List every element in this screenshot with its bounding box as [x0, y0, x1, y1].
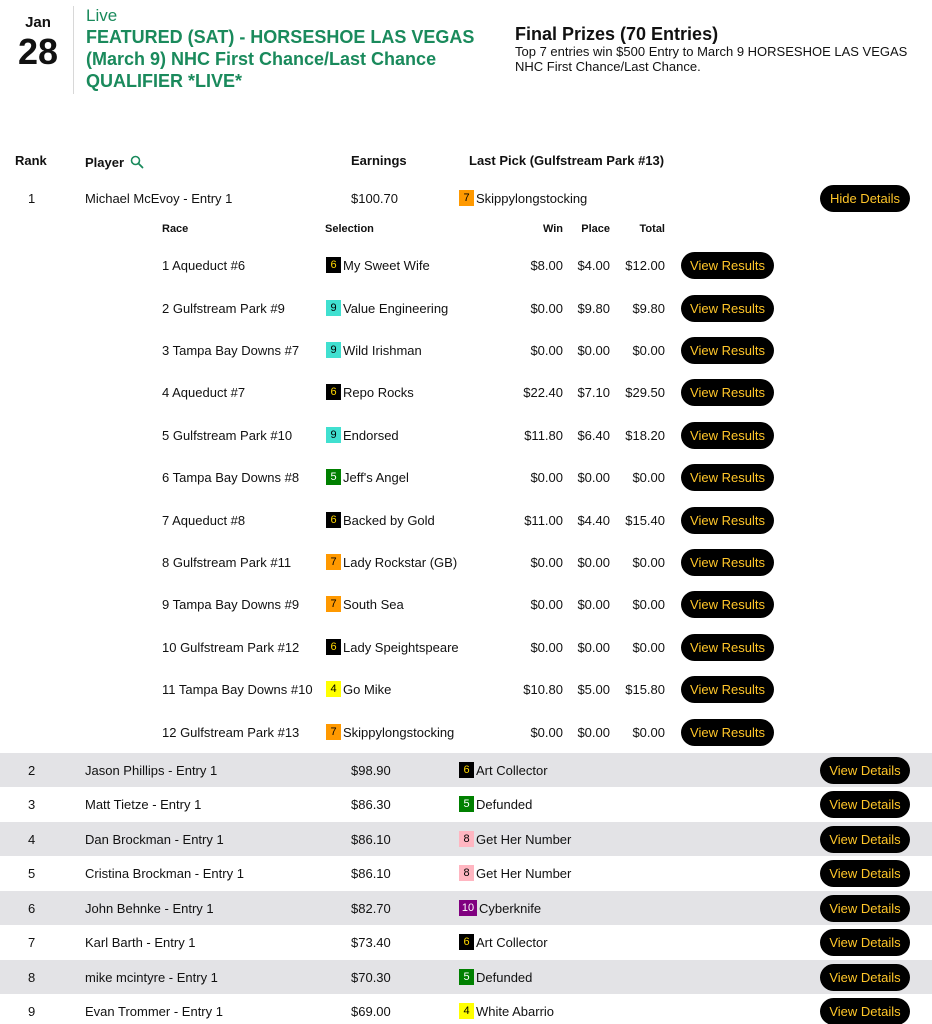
detail-win: $11.00: [524, 512, 563, 528]
detail-selection: [326, 545, 457, 579]
prizes-heading: Final Prizes (70 Entries): [515, 24, 719, 44]
detail-race: 3 Tampa Bay Downs #7: [162, 342, 300, 358]
saddlecloth-number: 7: [326, 554, 341, 570]
detail-selection: [326, 715, 454, 749]
detail-horse: Value Engineering: [343, 300, 449, 316]
saddlecloth-number: 6: [326, 384, 341, 400]
player-name: John Behnke - Entry 1: [85, 900, 214, 916]
detail-selection: [326, 503, 435, 537]
details-row: [0, 333, 932, 367]
player-rank: 3: [28, 796, 36, 812]
saddlecloth-number: 5: [326, 469, 341, 485]
detail-race: 2 Gulfstream Park #9: [162, 300, 285, 316]
detail-total: $18.20: [625, 427, 665, 443]
saddlecloth-number: 8: [459, 831, 474, 847]
player-last-pick: [459, 181, 587, 215]
detail-horse: Wild Irishman: [343, 342, 422, 358]
detail-horse: Backed by Gold: [343, 512, 435, 528]
detail-total: $0.00: [632, 639, 665, 655]
saddlecloth-number: 7: [459, 190, 474, 206]
detail-win: $22.40: [523, 384, 563, 400]
prizes-block: [515, 24, 925, 74]
detail-win: $0.00: [530, 596, 563, 612]
detail-selection: [326, 672, 391, 706]
saddlecloth-number: 5: [459, 969, 474, 985]
details-row: [0, 375, 932, 409]
details-row: [0, 418, 932, 452]
detail-horse: Lady Rockstar (GB): [343, 554, 458, 570]
view-results-button[interactable]: View Results: [681, 591, 774, 618]
detail-race: 4 Aqueduct #7: [162, 384, 246, 400]
view-results-button[interactable]: View Results: [681, 634, 774, 661]
detail-place: $0.00: [577, 724, 610, 740]
detail-selection: [326, 291, 448, 325]
detail-total: $0.00: [632, 554, 665, 570]
view-details-button[interactable]: View Details: [820, 860, 910, 887]
player-earnings: $86.30: [351, 796, 391, 812]
column-header-earnings: Earnings: [351, 153, 407, 168]
player-last-pick: [459, 822, 571, 856]
player-earnings: $98.90: [351, 762, 391, 778]
view-results-button[interactable]: View Results: [681, 422, 774, 449]
player-last-pick: [459, 891, 541, 925]
saddlecloth-number: 6: [459, 762, 474, 778]
column-header-last-pick: Last Pick (Gulfstream Park #13): [469, 153, 665, 168]
detail-selection: [326, 587, 404, 621]
saddlecloth-number: 4: [326, 681, 341, 697]
saddlecloth-number: 8: [459, 865, 474, 881]
details-header-total: Total: [639, 223, 665, 235]
contest-title: FEATURED (SAT) - HORSESHOE LAS VEGAS (March 9) NHC First Chance/Last Chance QUALIFIER *LIVE*: [86, 27, 475, 91]
view-results-button[interactable]: View Results: [681, 337, 774, 364]
last-pick-horse: Art Collector: [476, 934, 548, 950]
hide-details-button[interactable]: Hide Details: [820, 185, 910, 212]
last-pick-horse: Get Her Number: [476, 865, 572, 881]
detail-place: $4.00: [577, 257, 610, 273]
detail-horse: Lady Speightspeare: [343, 639, 459, 655]
last-pick-horse: Skippylongstocking: [476, 190, 588, 206]
details-row: [0, 248, 932, 282]
detail-total: $0.00: [632, 469, 665, 485]
detail-selection: [326, 248, 430, 282]
player-earnings: $70.30: [351, 969, 391, 985]
player-name: Jason Phillips - Entry 1: [85, 762, 218, 778]
detail-selection: [326, 375, 414, 409]
detail-total: $0.00: [632, 724, 665, 740]
view-details-button[interactable]: View Details: [820, 791, 910, 818]
player-row: [0, 925, 932, 959]
player-rank: 2: [28, 762, 36, 778]
detail-race: 10 Gulfstream Park #12: [162, 639, 300, 655]
player-name: Evan Trommer - Entry 1: [85, 1003, 223, 1019]
player-row: [0, 787, 932, 821]
player-name: Matt Tietze - Entry 1: [85, 796, 202, 812]
view-results-button[interactable]: View Results: [681, 549, 774, 576]
saddlecloth-number: 10: [459, 900, 477, 916]
detail-race: 8 Gulfstream Park #11: [162, 554, 292, 570]
view-details-button[interactable]: View Details: [820, 929, 910, 956]
date-badge: [14, 14, 62, 72]
saddlecloth-number: 9: [326, 427, 341, 443]
view-results-button[interactable]: View Results: [681, 252, 774, 279]
contest-status: Live: [86, 6, 118, 25]
detail-place: $0.00: [577, 469, 610, 485]
details-header-selection: Selection: [325, 223, 374, 235]
player-earnings: $86.10: [351, 831, 391, 847]
detail-win: $0.00: [530, 724, 563, 740]
player-last-pick: [459, 753, 548, 787]
detail-selection: [326, 333, 422, 367]
detail-selection: [326, 460, 409, 494]
detail-total: $0.00: [632, 596, 665, 612]
detail-race: 7 Aqueduct #8: [162, 512, 246, 528]
last-pick-horse: Art Collector: [476, 762, 548, 778]
view-results-button[interactable]: View Results: [681, 464, 774, 491]
saddlecloth-number: 7: [326, 596, 341, 612]
detail-win: $0.00: [530, 469, 563, 485]
saddlecloth-number: 7: [326, 724, 341, 740]
detail-place: $4.40: [577, 512, 610, 528]
prizes-text: Top 7 entries win $500 Entry to March 9 HORSESHOE LAS VEGAS NHC First Chance/Last Chance.: [515, 44, 908, 74]
column-header-player: [85, 153, 144, 170]
player-name: Karl Barth - Entry 1: [85, 934, 196, 950]
view-results-button[interactable]: View Results: [681, 507, 774, 534]
player-last-pick: [459, 994, 554, 1024]
player-row: [0, 891, 932, 925]
detail-total: $9.80: [632, 300, 665, 316]
player-earnings: $69.00: [351, 1003, 391, 1019]
detail-total: $29.50: [625, 384, 665, 400]
player-earnings: $86.10: [351, 865, 391, 881]
detail-place: $7.10: [577, 384, 610, 400]
detail-horse: South Sea: [343, 596, 404, 612]
detail-win: $0.00: [530, 639, 563, 655]
details-header-win: Win: [542, 223, 563, 235]
view-details-button[interactable]: View Details: [820, 964, 910, 991]
details-row: [0, 460, 932, 494]
player-last-pick: [459, 960, 532, 994]
player-row: [0, 753, 932, 787]
detail-selection: [326, 630, 459, 664]
details-row: [0, 672, 932, 706]
details-header-race: Race: [162, 223, 189, 235]
view-results-button[interactable]: View Results: [681, 379, 774, 406]
view-details-button[interactable]: View Details: [820, 895, 910, 922]
search-icon[interactable]: [130, 155, 144, 169]
detail-race: 9 Tampa Bay Downs #9: [162, 596, 300, 612]
detail-total: $12.00: [625, 257, 665, 273]
detail-win: $11.80: [524, 427, 563, 443]
column-header-player-label: Player: [85, 155, 125, 170]
saddlecloth-number: 6: [459, 934, 474, 950]
view-results-button[interactable]: View Results: [681, 719, 774, 746]
player-last-pick: [459, 787, 532, 821]
last-pick-horse: Get Her Number: [476, 831, 572, 847]
player-row: [0, 856, 932, 890]
detail-place: $5.00: [577, 681, 610, 697]
detail-horse: My Sweet Wife: [343, 257, 430, 273]
saddlecloth-number: 9: [326, 300, 341, 316]
player-name: Dan Brockman - Entry 1: [85, 831, 224, 847]
player-rank: 6: [28, 900, 36, 916]
player-name: Cristina Brockman - Entry 1: [85, 865, 244, 881]
header-divider: [73, 6, 74, 94]
saddlecloth-number: 6: [326, 257, 341, 273]
player-rank: 7: [28, 934, 36, 950]
player-row: [0, 822, 932, 856]
detail-horse: Repo Rocks: [343, 384, 414, 400]
saddlecloth-number: 5: [459, 796, 474, 812]
detail-total: $15.80: [625, 681, 665, 697]
player-earnings: $73.40: [351, 934, 391, 950]
player-row: [0, 960, 932, 994]
last-pick-horse: White Abarrio: [476, 1003, 555, 1019]
date-day: 28: [17, 31, 59, 72]
last-pick-horse: Cyberknife: [479, 900, 542, 916]
detail-race: 12 Gulfstream Park #13: [162, 724, 300, 740]
details-header-place: Place: [581, 223, 610, 235]
details-row: [0, 715, 932, 749]
view-details-button[interactable]: View Details: [820, 826, 910, 853]
detail-win: $0.00: [530, 300, 563, 316]
view-details-button[interactable]: View Details: [820, 998, 910, 1024]
player-row: [0, 994, 932, 1024]
player-rank: 4: [28, 831, 36, 847]
view-details-button[interactable]: View Details: [820, 757, 910, 784]
saddlecloth-number: 6: [326, 639, 341, 655]
detail-horse: Go Mike: [343, 681, 392, 697]
player-earnings: $100.70: [351, 190, 398, 206]
detail-place: $0.00: [577, 342, 610, 358]
details-row: [0, 545, 932, 579]
detail-win: $0.00: [530, 342, 563, 358]
details-row: [0, 291, 932, 325]
detail-race: 11 Tampa Bay Downs #10: [162, 681, 313, 697]
last-pick-horse: Defunded: [476, 796, 533, 812]
detail-race: 6 Tampa Bay Downs #8: [162, 469, 300, 485]
detail-place: $0.00: [577, 596, 610, 612]
saddlecloth-number: 6: [326, 512, 341, 528]
detail-place: $0.00: [577, 554, 610, 570]
player-earnings: $82.70: [351, 900, 391, 916]
details-row: [0, 630, 932, 664]
player-name: Michael McEvoy - Entry 1: [85, 190, 233, 206]
detail-horse: Endorsed: [343, 427, 399, 443]
view-results-button[interactable]: View Results: [681, 295, 774, 322]
player-rank: 9: [28, 1003, 36, 1019]
detail-win: $0.00: [530, 554, 563, 570]
player-rank: 8: [28, 969, 36, 985]
details-row: [0, 503, 932, 537]
detail-total: $15.40: [625, 512, 665, 528]
detail-race: 5 Gulfstream Park #10: [162, 427, 293, 443]
column-header-rank: Rank: [15, 153, 47, 168]
detail-total: $0.00: [632, 342, 665, 358]
detail-place: $0.00: [577, 639, 610, 655]
contest-title-block: [86, 6, 486, 92]
detail-place: $6.40: [577, 427, 610, 443]
last-pick-horse: Defunded: [476, 969, 533, 985]
player-rank: 1: [28, 190, 36, 206]
detail-horse: Skippylongstocking: [343, 724, 455, 740]
player-row: [0, 181, 932, 215]
view-results-button[interactable]: View Results: [681, 676, 774, 703]
player-rank: 5: [28, 865, 36, 881]
player-last-pick: [459, 856, 571, 890]
detail-selection: [326, 418, 399, 452]
details-row: [0, 587, 932, 621]
detail-win: $10.80: [523, 681, 563, 697]
detail-horse: Jeff's Angel: [343, 469, 409, 485]
saddlecloth-number: 4: [459, 1003, 474, 1019]
date-month: Jan: [25, 14, 51, 31]
player-last-pick: [459, 925, 548, 959]
player-name: mike mcintyre - Entry 1: [85, 969, 218, 985]
detail-race: 1 Aqueduct #6: [162, 257, 246, 273]
saddlecloth-number: 9: [326, 342, 341, 358]
detail-win: $8.00: [530, 257, 563, 273]
detail-place: $9.80: [577, 300, 610, 316]
